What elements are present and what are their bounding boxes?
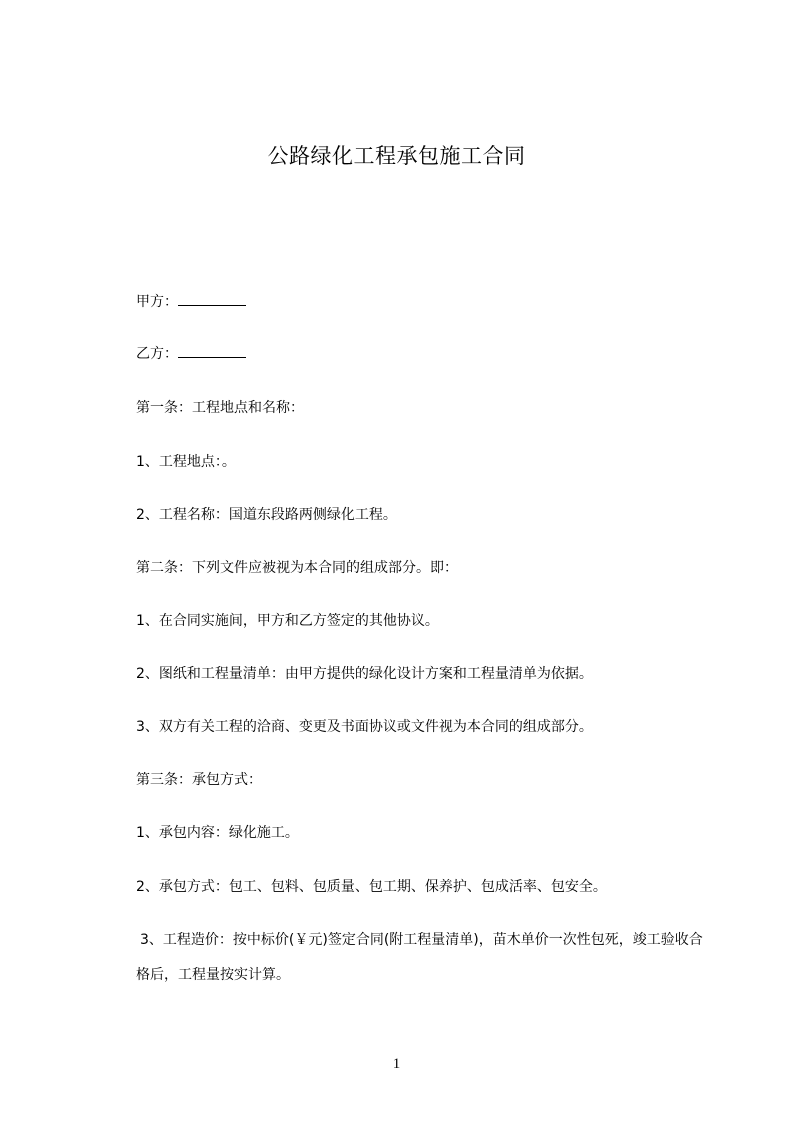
party-b-line	[136, 343, 246, 365]
article-3-heading: 第三条：承包方式：	[136, 772, 262, 788]
article-3-item-3: 3、工程造价：按中标价(￥元)签定合同(附工程量清单)，苗木单价一次性包死，竣工验收合格后，工程量按实计算。	[136, 932, 703, 983]
document-title: 公路绿化工程承包施工合同	[267, 144, 526, 168]
party-a-line	[136, 291, 246, 313]
page-number: 1	[392, 1056, 401, 1072]
article-3-item-1: 1、承包内容：绿化施工。	[136, 825, 299, 841]
party-a-label: 甲方：	[136, 294, 178, 310]
article-3-item-2: 2、承包方式：包工、包料、包质量、包工期、保养护、包成活率、包安全。	[136, 879, 607, 895]
article-2-item-2: 2、图纸和工程量清单：由甲方提供的绿化设计方案和工程量清单为依据。	[136, 666, 593, 682]
party-b-label: 乙方：	[136, 346, 178, 362]
article-2-item-3: 3、双方有关工程的洽商、变更及书面协议或文件视为本合同的组成部分。	[136, 719, 593, 735]
article-2-heading: 第二条：下列文件应被视为本合同的组成部分。即：	[136, 560, 458, 576]
article-1-item-1: 1、工程地点：。	[136, 454, 236, 470]
party-a-blank	[178, 291, 246, 306]
article-1-heading: 第一条：工程地点和名称：	[136, 400, 304, 416]
party-b-blank	[178, 343, 246, 358]
article-2-item-1: 1、在合同实施间，甲方和乙方签定的其他协议。	[136, 613, 439, 629]
article-1-item-2: 2、工程名称：国道东段路两侧绿化工程。	[136, 507, 397, 523]
